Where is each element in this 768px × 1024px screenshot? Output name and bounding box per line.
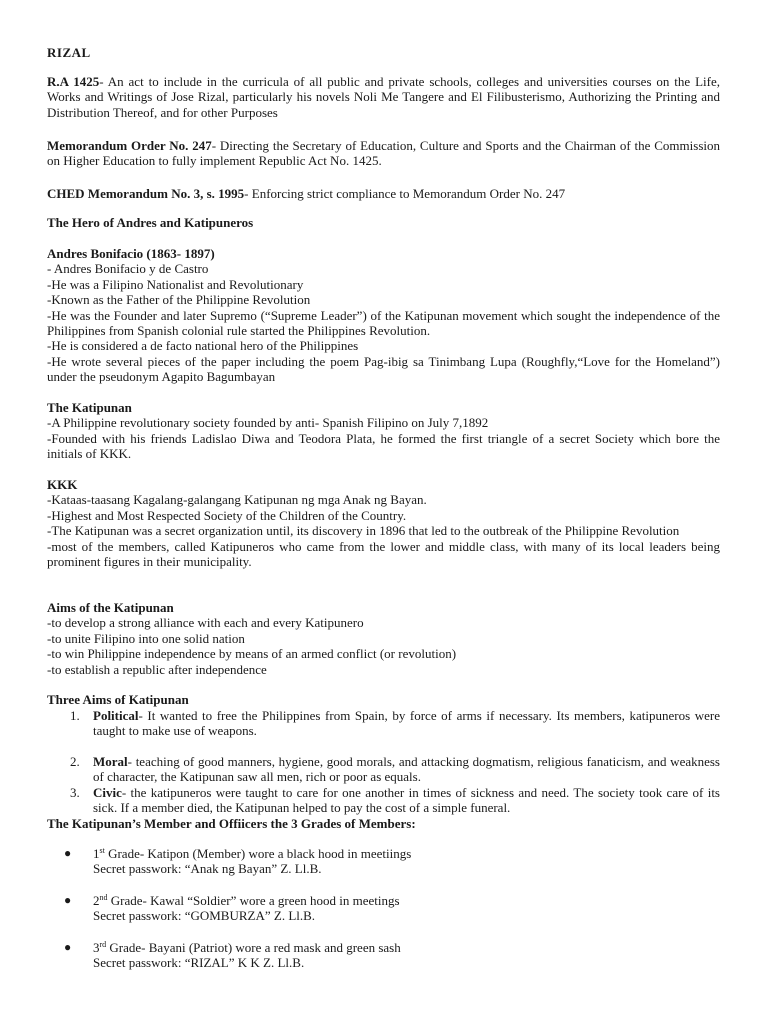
andres-line: -He is considered a de facto national hero of the Philippines [47, 338, 359, 354]
bullet-icon: ● [64, 846, 72, 860]
kkk-line: -The Katipunan was a secret organization until, its discovery in 1896 that led to the outbreak of the Philippine Revolution [47, 523, 680, 539]
memo-order-label: Memorandum Order No. 247 [47, 138, 212, 153]
aim-label: Political [93, 708, 139, 723]
kkk-line: -Highest and Most Respected Society of the Children of the Country. [47, 507, 407, 523]
aims-line: -to win Philippine independence by means of an armed conflict (or revolution) [47, 646, 457, 662]
hero-heading: The Hero of Andres and Katipuneros [47, 215, 254, 230]
kkk-line: -most of the members, called Katipuneros who came from the lower and middle class, with many of its local leaders being prominent figures in their municipality. [47, 538, 720, 570]
grade-number: 2 [93, 892, 100, 908]
andres-line: - Andres Bonifacio y de Castro [47, 261, 209, 277]
aim-item-political [47, 708, 720, 739]
aim-text: - It wanted to free the Philippines from Spain, by force of arms if necessary. Its members, katipuneros were taught to make use of weapons. [93, 708, 720, 739]
aim-number: 2. [70, 754, 80, 769]
grade-ordinal: st [99, 846, 105, 855]
aim-text: - the katipuneros were taught to care for one another in times of sickness and need. The society took care of its sick. If a member died, the Katipunan helped to pay the cost of a simple funeral. [93, 784, 720, 816]
grade-number: 1 [93, 846, 100, 861]
aim-number: 1. [70, 708, 80, 723]
andres-heading: Andres Bonifacio (1863- 1897) [47, 246, 215, 261]
katipunan-section [47, 400, 720, 462]
andres-line: -He wrote several pieces of the paper including the poem Pag-ibig sa Tinimbang Lupa (Roughfly,“Love for the Homeland”) under the pseudonym Agapito Bagumbayan [47, 353, 720, 385]
ra-1425-paragraph [47, 74, 720, 120]
grade-number: 3 [93, 939, 100, 955]
kkk-section [47, 477, 720, 569]
andres-line: -He was the Founder and later Supremo (“Supreme Leader”) of the Katipunan movement which sought the independence of the Philippines from Spanish colonial rule started the Philippines Revolution. [47, 307, 720, 339]
aim-label: Moral [93, 754, 128, 769]
grade-password: Secret passwork: “RIZAL” K K Z. Ll.B. [93, 955, 305, 971]
andres-line: -He was a Filipino Nationalist and Revolutionary [47, 276, 304, 292]
aim-text: - teaching of good manners, hygiene, good morals, and attacking dogmatism, religious fanaticism, and weakness of character, the Katipunan saw all men, rich or poor as equals. [93, 754, 720, 785]
three-aims-list-cont [47, 754, 720, 816]
grade-item-3 [47, 940, 720, 971]
grade-description: Grade- Katipon (Member) wore a black hood in meetiings [104, 846, 412, 861]
grade-item-2 [47, 893, 720, 924]
memo-order-paragraph [47, 138, 720, 169]
ra-1425-label: R.A 1425 [47, 74, 100, 89]
grade-description: Grade- Kawal “Soldier” wore a green hood in meetings [107, 892, 400, 908]
grade-password: Secret passwork: “GOMBURZA” Z. Ll.B. [93, 908, 316, 924]
aims-section [47, 600, 720, 677]
kkk-heading: KKK [47, 477, 78, 492]
three-aims-heading: Three Aims of Katipunan [47, 692, 189, 707]
document-title: RIZAL [47, 45, 91, 60]
grade-item-1 [47, 846, 720, 877]
grades-heading: The Katipunan’s Member and Offiicers the 3 Grades of Members: [47, 816, 416, 831]
ched-memo-paragraph [47, 186, 720, 201]
kkk-line: -Kataas-taasang Kagalang-galangang Katipunan ng mga Anak ng Bayan. [47, 492, 427, 508]
aims-heading: Aims of the Katipunan [47, 600, 174, 615]
bullet-icon: ● [64, 892, 72, 907]
three-aims-list [47, 708, 720, 739]
memo-order-text: - Directing the Secretary of Education, Culture and Sports and the Chairman of the Commission on Higher Education to fully implement Republic Act No. 1425. [47, 138, 720, 169]
grade-description: Grade- Bayani (Patriot) wore a red mask and green sash [106, 939, 401, 955]
bullet-icon: ● [64, 939, 72, 954]
aim-label: Civic [93, 784, 122, 800]
aims-line: -to establish a republic after independence [47, 661, 267, 677]
grades-list [47, 846, 720, 970]
grade-ordinal: nd [99, 892, 108, 902]
andres-line: -Known as the Father of the Philippine Revolution [47, 292, 311, 308]
ched-memo-text: - Enforcing strict compliance to Memorandum Order No. 247 [244, 186, 566, 201]
aims-line: -to unite Filipino into one solid nation [47, 630, 245, 646]
aims-line: -to develop a strong alliance with each and every Katipunero [47, 615, 364, 631]
grade-password: Secret passwork: “Anak ng Bayan” Z. Ll.B. [93, 861, 322, 877]
katipunan-line: -A Philippine revolutionary society founded by anti- Spanish Filipino on July 7,1892 [47, 415, 489, 431]
ra-1425-text: - An act to include in the curricula of all public and private schools, colleges and universities courses on the Life, Works and Writings of Jose Rizal, particularly his novels Noli Me Tangere and El Filibusterismo, Authorizing the Printing and Distribution Thereof, and for other Purposes [47, 74, 720, 120]
aim-item-civic [47, 785, 720, 816]
andres-section [47, 246, 720, 385]
aim-number: 3. [70, 784, 80, 800]
katipunan-line: -Founded with his friends Ladislao Diwa and Teodora Plata, he formed the first triangle of a secret Society which bore the initials of KKK. [47, 430, 720, 462]
aim-item-moral [47, 754, 720, 785]
ched-memo-label: CHED Memorandum No. 3, s. 1995 [47, 186, 245, 201]
grade-ordinal: rd [99, 939, 107, 949]
katipunan-heading: The Katipunan [47, 400, 132, 415]
